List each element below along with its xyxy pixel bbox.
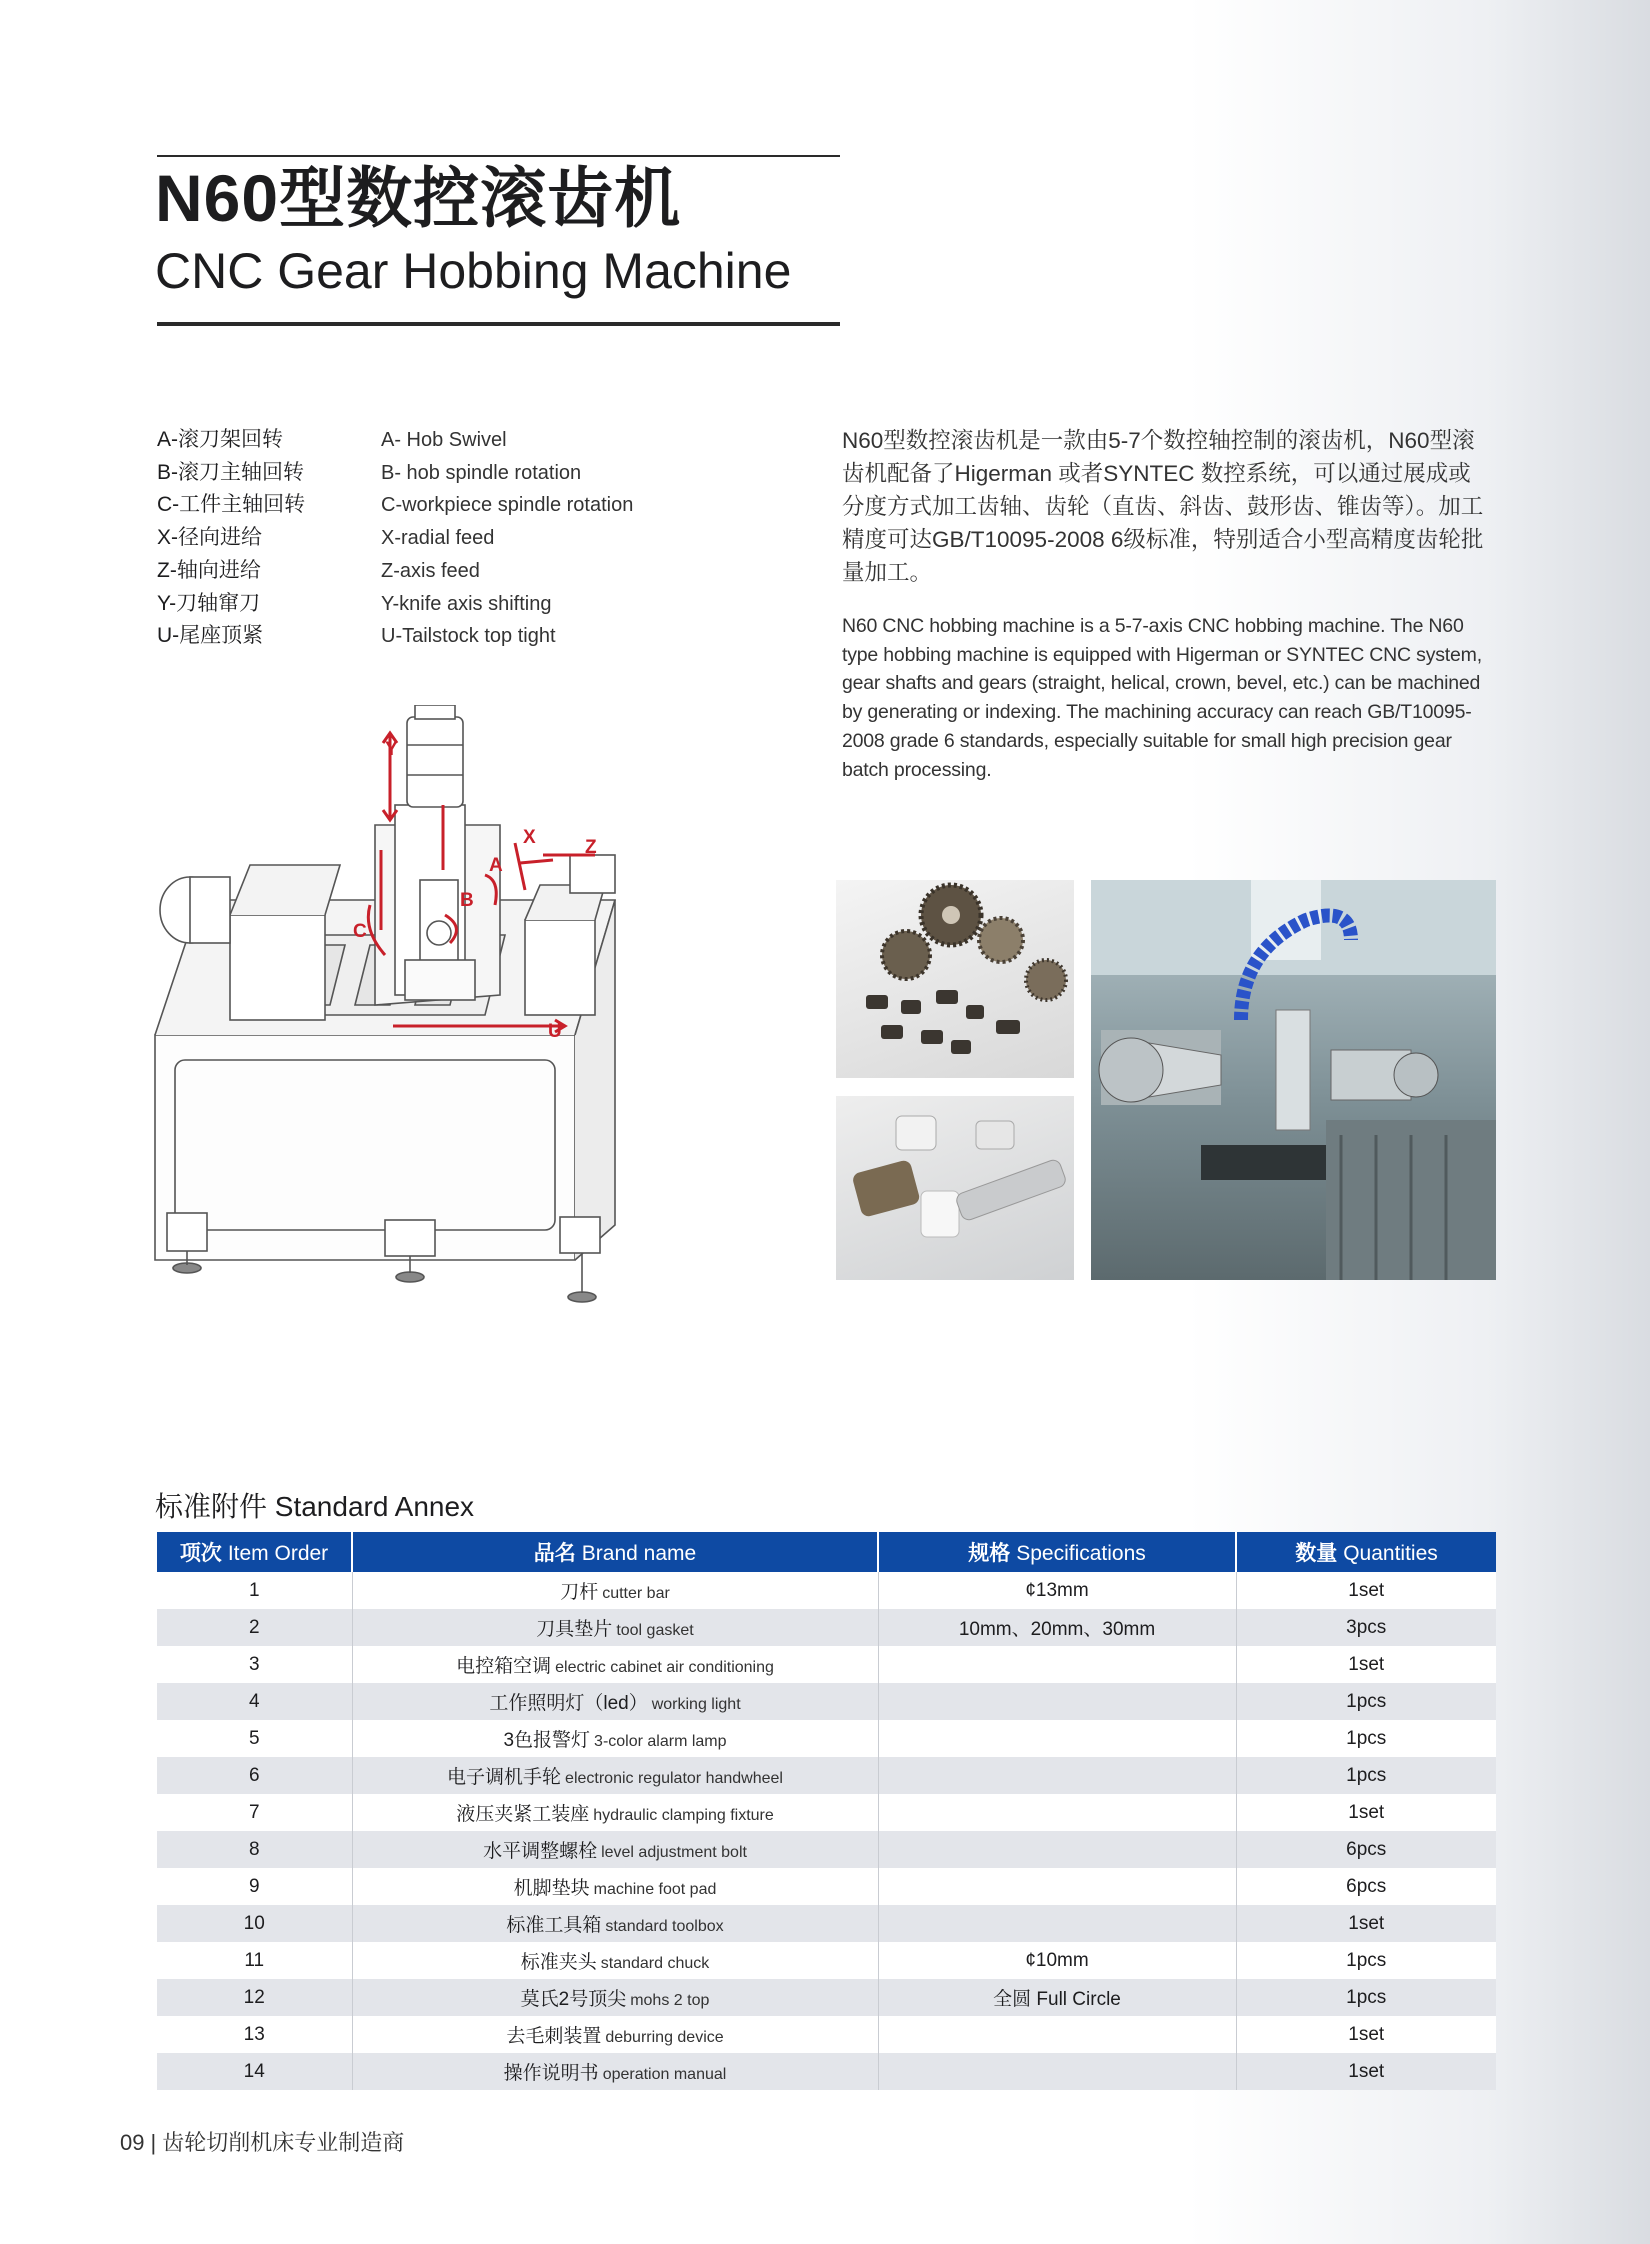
photo-shafts: [836, 1096, 1074, 1280]
axis-item-y-en: Y-knife axis shifting: [381, 592, 552, 615]
table-row: 5 3色报警灯 3-color alarm lamp 1pcs: [157, 1720, 1496, 1757]
photo-gears: [836, 880, 1074, 1078]
axis-item-c-cn: C-工件主轴回转: [157, 493, 306, 517]
footer-tagline: 齿轮切削机床专业制造商: [162, 2130, 405, 2155]
table-row: 1 刀杆 cutter bar ¢13mm 1set: [157, 1572, 1496, 1609]
axis-item-b-cn: B-滚刀主轴回转: [157, 460, 304, 484]
diagram-label-u: U: [548, 1021, 562, 1042]
axis-item-u-cn: U-尾座顶紧: [157, 624, 264, 648]
title-top-rule: [157, 155, 840, 157]
page-number: 09: [120, 2130, 145, 2155]
photo-machining: [1091, 880, 1496, 1280]
table-row: 14 操作说明书 operation manual 1set: [157, 2053, 1496, 2090]
table-row: 2 刀具垫片 tool gasket 10mm、20mm、30mm 3pcs: [157, 1609, 1496, 1646]
axis-item-u-en: U-Tailstock top tight: [381, 625, 556, 648]
table-row: 11 标准夹头 standard chuck ¢10mm 1pcs: [157, 1942, 1496, 1979]
page-footer: [120, 2126, 404, 2157]
table-row: 10 标准工具箱 standard toolbox 1set: [157, 1905, 1496, 1942]
table-row: 6 电子调机手轮 electronic regulator handwheel 1pcs: [157, 1757, 1496, 1794]
axis-item-z-cn: Z-轴向进给: [157, 558, 261, 582]
axis-item-a-cn: A-滚刀架回转: [157, 428, 283, 451]
page-title-en: CNC Gear Hobbing Machine: [155, 243, 792, 299]
col-specifications: 规格 Specifications: [878, 1532, 1236, 1572]
annex-header-row: [157, 1532, 1496, 1572]
annex-title: 标准附件 Standard Annex: [155, 1491, 475, 1522]
axis-item-x-cn: X-径向进给: [157, 526, 262, 550]
table-row: 9 机脚垫块 machine foot pad 6pcs: [157, 1868, 1496, 1905]
annex-table: [157, 1532, 1496, 2090]
table-row: 8 水平调整螺栓 level adjustment bolt 6pcs: [157, 1831, 1496, 1868]
footer-divider: |: [150, 2130, 157, 2155]
axis-item-c-en: C-workpiece spindle rotation: [381, 494, 634, 517]
axis-item-b-en: B- hob spindle rotation: [381, 461, 582, 484]
diagram-label-y: Y: [385, 739, 398, 760]
table-row: 7 液压夹紧工装座 hydraulic clamping fixture 1set: [157, 1794, 1496, 1831]
table-row: 13 去毛刺装置 deburring device 1set: [157, 2016, 1496, 2053]
page-title-cn: N60型数控滚齿机: [155, 161, 682, 235]
axis-item-y-cn: Y-刀轴窜刀: [157, 591, 261, 615]
table-row: 4 工作照明灯（led） working light 1pcs: [157, 1683, 1496, 1720]
col-item-order: 项次 Item Order: [157, 1532, 352, 1572]
table-row: 12 莫氏2号顶尖 mohs 2 top 全圆 Full Circle 1pcs: [157, 1979, 1496, 2016]
axis-item-a-en: A- Hob Swivel: [381, 429, 507, 451]
diagram-label-a: A: [489, 855, 503, 876]
title-bottom-rule: [157, 322, 840, 326]
description-en: N60 CNC hobbing machine is a 5-7-axis CNC hobbing machine. The N60 type hobbing machine is equipped with Higerman or SYNTEC CNC system, gear shafts and gears (straight, helical, crown, bevel, etc.) can be machined by generating or indexing. The machining accuracy can reach GB/T10095-2008 grade 6 standards, especially suitable for small high precision gear batch processing.: [842, 615, 1482, 781]
col-brand-name: 品名 Brand name: [352, 1532, 878, 1572]
table-row: 3 电控箱空调 electric cabinet air conditioning 1set: [157, 1646, 1496, 1683]
col-quantities: 数量 Quantities: [1236, 1532, 1496, 1572]
machine-diagram: [145, 705, 745, 1315]
axis-item-z-en: Z-axis feed: [381, 559, 480, 582]
diagram-label-z: Z: [585, 837, 597, 858]
diagram-label-b: B: [460, 890, 474, 911]
axis-list-cn: [157, 424, 305, 653]
axis-item-x-en: X-radial feed: [381, 527, 495, 550]
axis-list-en: [381, 424, 633, 653]
diagram-label-c: C: [353, 921, 367, 942]
description-cn: N60型数控滚齿机是一款由5-7个数控轴控制的滚齿机，N60型滚齿机配备了Higerman 或者SYNTEC 数控系统，可以通过展成或分度方式加工齿轴、齿轮（直齿、斜齿、鼓形齿、锥齿等）。加工精度可达GB/T10095-2008 6级标准，特别适合小型高精度齿轮批量加工。: [842, 428, 1484, 585]
diagram-label-x: X: [523, 827, 536, 848]
